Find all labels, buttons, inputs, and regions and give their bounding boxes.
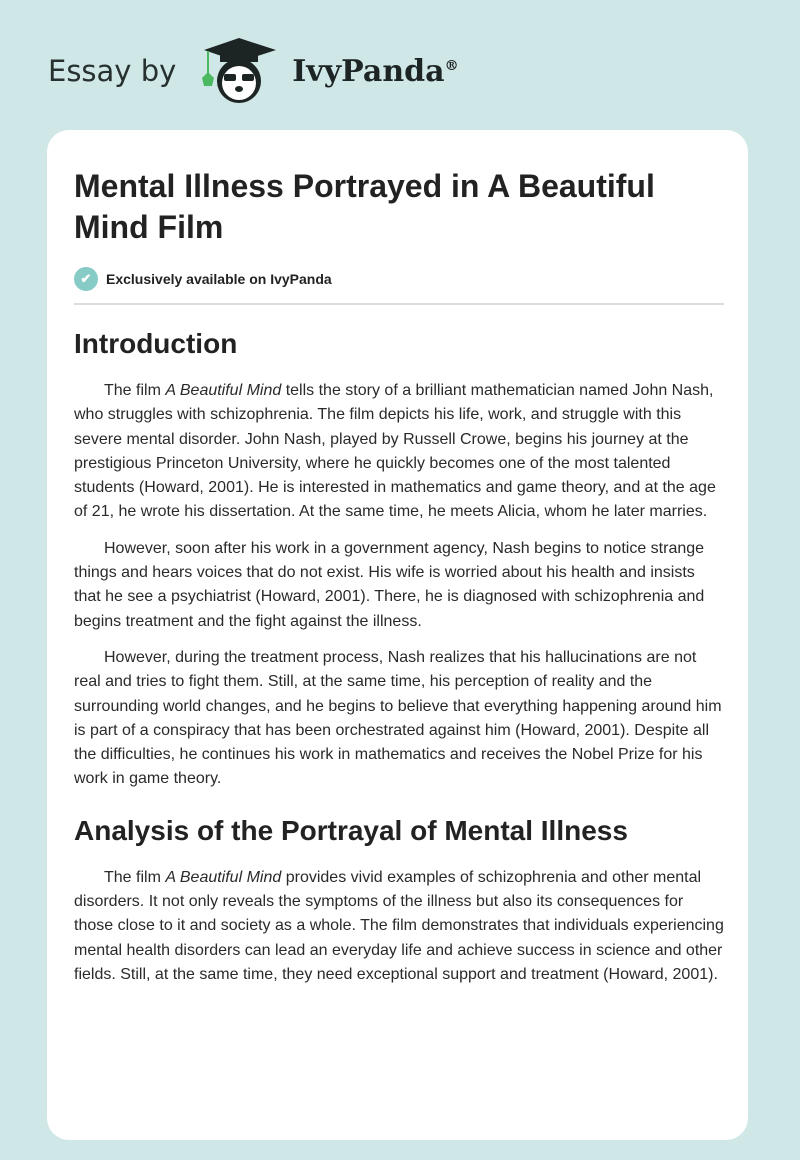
paragraph: The film A Beautiful Mind provides vivid examples of schizophrenia and other mental disorders. It not only reveals the symptoms of the illness but also its consequences for those close to it and society as a whole. The film demonstrates that individuals experiencing mental health disorders can lead an everyday life and achieve success in science and other fields. Still, at the same time, they need exceptional support and treatment (Howard, 2001). (74, 868, 724, 983)
paragraph: However, during the treatment process, Nash realizes that his hallucinations are not real and tries to fight them. Still, at the same time, his perception of reality and the surrounding world changes, and he begins to believe that everything happening around him is part of a conspiracy that has been orchestrated against him (Howard, 2001). Despite all the difficulties, he continues his work in mathematics and receives the Nobel Prize for his work in game theory. (74, 648, 722, 788)
page-title: Mental Illness Portrayed in A Beautiful Mind Film (74, 168, 655, 245)
badge-text: Exclusively available on IvyPanda (106, 271, 332, 287)
panda-logo-icon (194, 36, 284, 106)
section-heading: Analysis of the Portrayal of Mental Illness (74, 814, 628, 846)
section-heading: Introduction (74, 328, 238, 359)
divider (74, 303, 724, 305)
check-icon: ✔ (74, 267, 98, 291)
site-header (48, 36, 459, 106)
essay-by-label: Essay by (48, 54, 177, 88)
paragraph: The film A Beautiful Mind tells the story of a brilliant mathematician named John Nash, who struggles with schizophrenia. The film depicts his life, work, and struggle with this severe mental disorder. John Nash, played by Russell Crowe, begins his journey at the prestigious Princeton University, where he quickly becomes one of the most talented students (Howard, 2001). He is interested in mathematics and game theory, and at the age of 21, he wrote his dissertation. At the same time, he meets Alicia, whom he later marries. (74, 382, 716, 521)
exclusive-badge (74, 267, 724, 291)
essay-card (47, 130, 748, 1140)
paragraph: However, soon after his work in a government agency, Nash begins to notice strange things and hears voices that do not exist. His wife is worried about his health and insists that he see a psychiatrist (Howard, 2001). There, he is diagnosed with schizophrenia and begins treatment and the fight against the illness. (74, 539, 705, 630)
brand-name: IvyPanda® (292, 53, 459, 89)
